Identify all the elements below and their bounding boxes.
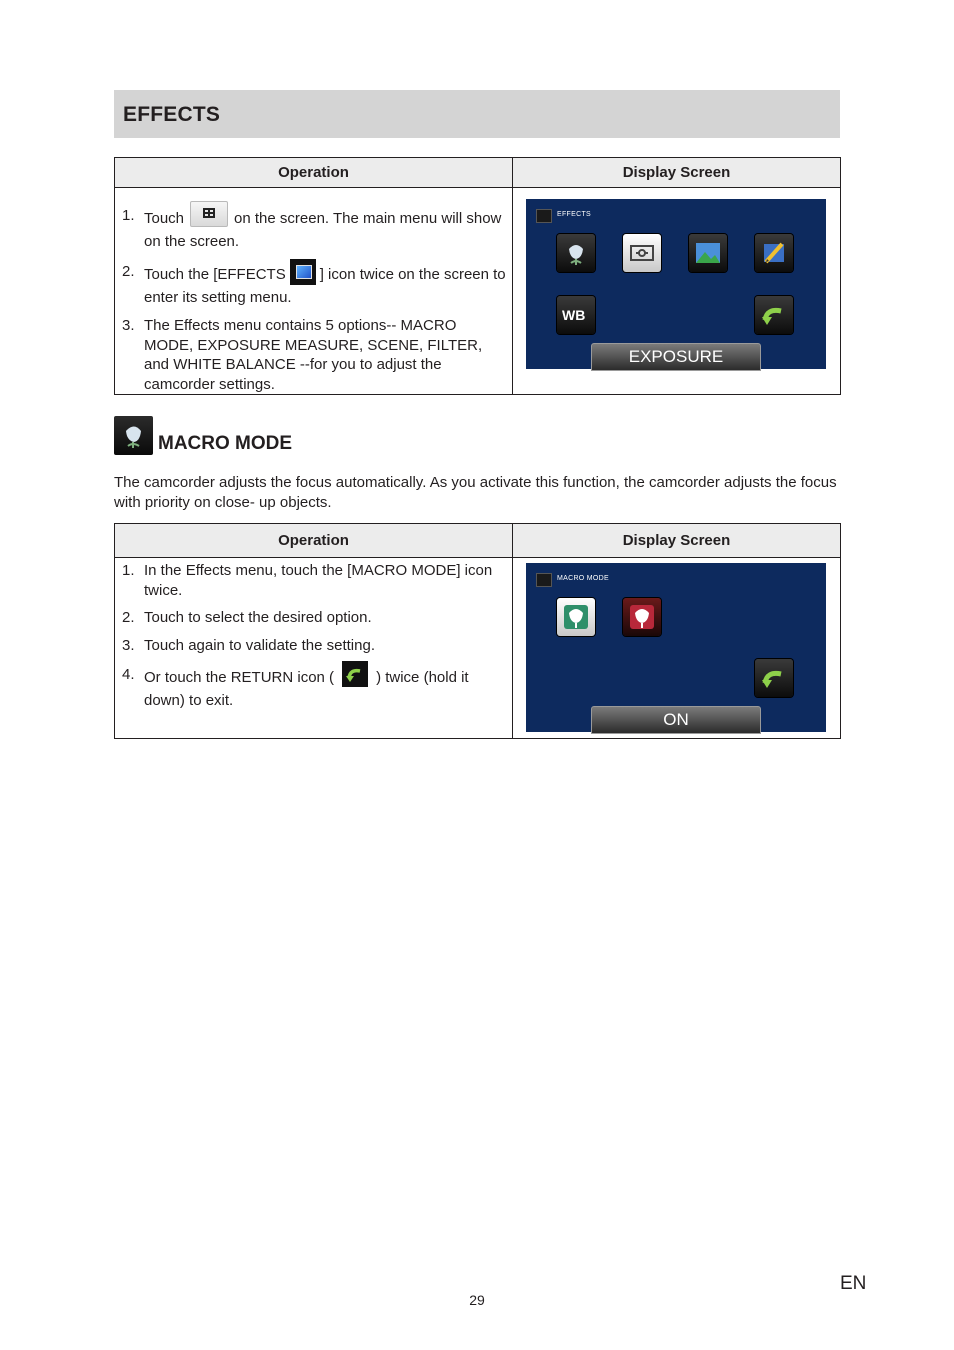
- display-screen-cell: [513, 188, 841, 395]
- return-icon[interactable]: [755, 296, 793, 334]
- macro-screen-preview: [526, 563, 826, 732]
- operation-cell: [115, 188, 513, 395]
- step-number: 1.: [122, 562, 135, 579]
- operation-steps: [115, 558, 512, 711]
- step-text: Touch the [EFFECTS: [144, 265, 286, 283]
- effects-icon: [290, 259, 316, 285]
- language-label: EN: [840, 1273, 867, 1294]
- macro-off-icon[interactable]: [623, 598, 661, 636]
- step-item: [115, 206, 512, 252]
- step-text: ) twice (hold it down) to exit.: [144, 668, 469, 709]
- return-icon[interactable]: [755, 659, 793, 697]
- section-title: EFFECTS: [123, 103, 221, 126]
- section-title: MACRO MODE: [158, 433, 293, 454]
- operation-cell: [115, 558, 513, 739]
- step-item: [115, 665, 512, 711]
- column-header-operation: Operation: [115, 158, 513, 188]
- section-description: The camcorder adjusts the focus automatically. As you activate this function, the camcorder adjusts the focus with priority on close- up objects.: [114, 474, 837, 511]
- screen-title: MACRO MODE: [557, 575, 609, 582]
- step-text: on the screen. The main menu will show on the screen.: [144, 209, 502, 250]
- screen-title: EFFECTS: [557, 211, 591, 218]
- column-header-display-screen: Display Screen: [513, 158, 841, 188]
- macro-mode-icon: [114, 416, 153, 455]
- column-header-operation: Operation: [115, 524, 513, 558]
- step-number: 1.: [122, 207, 135, 224]
- filter-icon[interactable]: [755, 234, 793, 272]
- step-number: 3.: [122, 636, 135, 654]
- white-balance-icon[interactable]: [557, 296, 595, 334]
- step-text: Or touch the RETURN icon (: [144, 668, 335, 686]
- macro-mode-icon: [536, 573, 552, 587]
- menu-grid-icon: [190, 201, 228, 227]
- macro-operation-table: [114, 523, 841, 739]
- step-item: [115, 636, 512, 656]
- effects-operation-table: [114, 157, 841, 395]
- step-item: [115, 262, 512, 308]
- page-number: 29: [469, 1292, 485, 1308]
- step-item: [115, 316, 512, 394]
- step-text: In the Effects menu, touch the [MACRO MODE] icon twice.: [144, 562, 493, 599]
- step-number: 3.: [122, 317, 135, 334]
- exposure-measure-icon[interactable]: [623, 234, 661, 272]
- scene-icon[interactable]: [689, 234, 727, 272]
- selected-option-label: EXPOSURE MEASURE: [591, 343, 761, 371]
- section-header-effects: [114, 90, 840, 138]
- step-text: Touch again to validate the setting.: [144, 636, 375, 654]
- step-text: Touch to select the desired option.: [144, 609, 372, 626]
- effects-icon: [536, 209, 552, 223]
- operation-steps: [115, 188, 512, 394]
- white-balance-label: WB: [562, 307, 586, 323]
- macro-mode-icon[interactable]: [557, 234, 595, 272]
- step-text: ] icon twice on the screen to enter its setting menu.: [144, 265, 506, 306]
- step-text: The Effects menu contains 5 options-- MACRO MODE, EXPOSURE MEASURE, SCENE, FILTER, and WHITE BALANCE --for you to adjust the camcorder settings.: [144, 317, 483, 393]
- macro-on-icon[interactable]: [557, 598, 595, 636]
- selected-option-label: ON: [591, 706, 761, 734]
- display-screen-cell: [513, 558, 841, 739]
- return-icon: [342, 661, 368, 687]
- column-header-display-screen: Display Screen: [513, 524, 841, 558]
- step-number: 2.: [122, 609, 135, 626]
- step-number: 2.: [122, 262, 135, 280]
- effects-screen-preview: [526, 199, 826, 392]
- step-item: [115, 608, 512, 628]
- step-text: Touch: [144, 209, 185, 227]
- step-item: [115, 561, 512, 600]
- step-number: 4.: [122, 666, 135, 683]
